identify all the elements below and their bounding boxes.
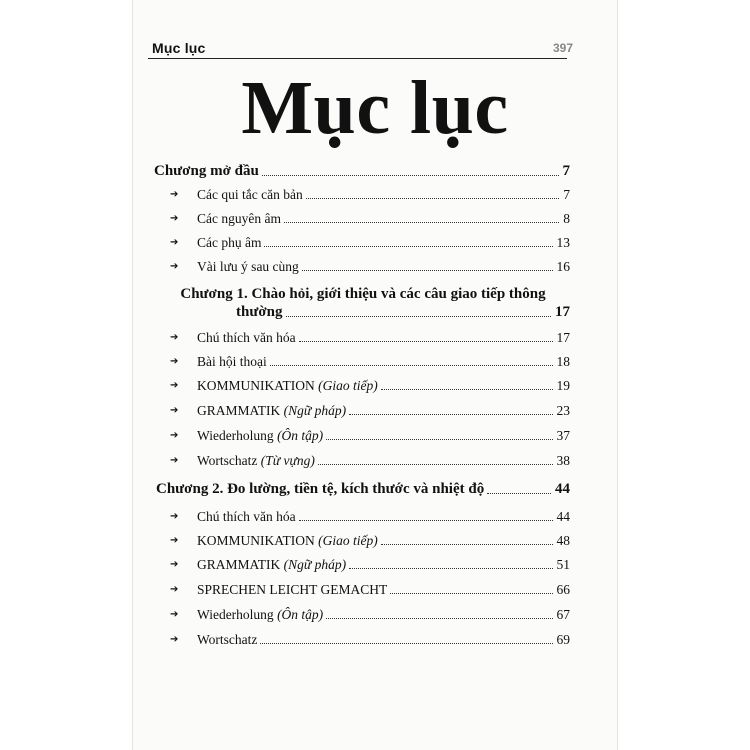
item-note: (Từ vựng)	[260, 453, 315, 468]
item-label: GRAMMATIK	[197, 557, 284, 572]
item-note: (Giao tiếp)	[318, 533, 378, 548]
chapter-page: 7	[562, 163, 570, 179]
item-page: 37	[556, 428, 570, 443]
arrow-right-icon: ➔	[170, 380, 179, 391]
arrow-right-icon: ➔	[170, 455, 179, 466]
arrow-right-icon: ➔	[170, 332, 179, 343]
item-label: GRAMMATIK	[197, 403, 284, 418]
toc-item[interactable]	[170, 557, 570, 573]
arrow-right-icon: ➔	[170, 584, 179, 595]
item-page: 23	[556, 403, 570, 418]
dot-leader	[349, 568, 552, 569]
arrow-right-icon: ➔	[170, 405, 179, 416]
item-page: 19	[556, 378, 570, 393]
toc-item[interactable]	[170, 235, 570, 251]
arrow-right-icon: ➔	[170, 356, 179, 367]
arrow-right-icon: ➔	[170, 559, 179, 570]
dot-leader	[284, 222, 559, 223]
toc-item[interactable]	[170, 354, 570, 370]
dot-leader	[326, 618, 552, 619]
dot-leader	[286, 316, 552, 317]
item-label: Các qui tắc căn bản	[197, 187, 303, 202]
item-note: (Ôn tập)	[277, 607, 324, 622]
item-label: Các phụ âm	[197, 235, 262, 250]
toc-item[interactable]	[170, 403, 570, 419]
item-page: 16	[556, 259, 570, 274]
toc-chapter-intro[interactable]	[154, 163, 570, 180]
item-page: 7	[563, 187, 570, 202]
item-label: Vài lưu ý sau cùng	[197, 259, 299, 274]
toc-item[interactable]	[170, 509, 570, 525]
toc-chapter-1[interactable]	[156, 285, 570, 321]
page-title: Mục lục	[241, 66, 509, 150]
toc-item[interactable]	[170, 607, 570, 623]
dot-leader	[299, 520, 553, 521]
dot-leader	[326, 439, 552, 440]
item-label: SPRECHEN LEICHT GEMACHT	[197, 582, 388, 597]
toc-item[interactable]	[170, 582, 570, 598]
dot-leader	[381, 389, 553, 390]
dot-leader	[302, 270, 553, 271]
toc-item[interactable]	[170, 211, 570, 227]
dot-leader	[390, 593, 552, 594]
toc-item[interactable]	[170, 330, 570, 346]
item-page: 67	[556, 607, 570, 622]
page-number: 397	[552, 41, 573, 55]
toc-item[interactable]	[170, 259, 570, 275]
item-label: Các nguyên âm	[197, 211, 281, 226]
running-header	[148, 34, 573, 59]
dot-leader	[306, 198, 560, 199]
arrow-right-icon: ➔	[170, 237, 179, 248]
item-page: 69	[556, 632, 570, 647]
dot-leader	[299, 341, 553, 342]
item-note: (Ngữ pháp)	[283, 557, 347, 572]
chapter-title: Chương 2. Đo lường, tiền tệ, kích thước và nhiệt độ	[156, 481, 485, 497]
arrow-right-icon: ➔	[170, 609, 179, 620]
toc-item[interactable]	[170, 187, 570, 203]
dot-leader	[262, 175, 559, 176]
item-note: (Ôn tập)	[277, 428, 324, 443]
dot-leader	[264, 246, 552, 247]
chapter-title-line2: thường	[236, 304, 283, 320]
arrow-right-icon: ➔	[170, 511, 179, 522]
arrow-right-icon: ➔	[170, 261, 179, 272]
toc-item[interactable]	[170, 378, 570, 394]
item-page: 18	[556, 354, 570, 369]
dot-leader	[349, 414, 552, 415]
book-page	[133, 0, 617, 750]
toc-item[interactable]	[170, 428, 570, 444]
item-page: 13	[556, 235, 570, 250]
arrow-right-icon: ➔	[170, 535, 179, 546]
item-label: Chú thích văn hóa	[197, 330, 296, 345]
item-label: Wortschatz	[197, 632, 258, 647]
arrow-right-icon: ➔	[170, 634, 179, 645]
item-page: 44	[556, 509, 570, 524]
item-page: 17	[556, 330, 570, 345]
item-label: KOMMUNIKATION	[197, 533, 319, 548]
dot-leader	[318, 464, 553, 465]
chapter-title: Chương mở đầu	[154, 163, 259, 179]
chapter-page: 44	[555, 481, 570, 497]
toc-chapter-2[interactable]	[156, 481, 570, 498]
chapter-title-line1: Chương 1. Chào hỏi, giới thiệu và các câu giao tiếp thông	[180, 286, 546, 302]
item-label: Wiederholung	[197, 607, 278, 622]
item-note: (Ngữ pháp)	[283, 403, 347, 418]
item-label: Wiederholung	[197, 428, 278, 443]
arrow-right-icon: ➔	[170, 213, 179, 224]
item-page: 51	[556, 557, 570, 572]
item-label: Wortschatz	[197, 453, 261, 468]
running-title: Mục lục	[152, 40, 206, 56]
item-label: Chú thích văn hóa	[197, 509, 296, 524]
item-page: 38	[556, 453, 570, 468]
arrow-right-icon: ➔	[170, 189, 179, 200]
dot-leader	[381, 544, 553, 545]
toc-item[interactable]	[170, 533, 570, 549]
dot-leader	[270, 365, 553, 366]
item-page: 8	[563, 211, 570, 226]
dot-leader	[487, 493, 551, 494]
chapter-page: 17	[555, 304, 570, 320]
item-label: Bài hội thoại	[197, 354, 267, 369]
dot-leader	[260, 643, 552, 644]
arrow-right-icon: ➔	[170, 430, 179, 441]
item-page: 48	[556, 533, 570, 548]
toc-item[interactable]	[170, 453, 570, 469]
item-note: (Giao tiếp)	[318, 378, 378, 393]
toc-item[interactable]	[170, 632, 570, 648]
item-label: KOMMUNIKATION	[197, 378, 319, 393]
item-page: 66	[556, 582, 570, 597]
